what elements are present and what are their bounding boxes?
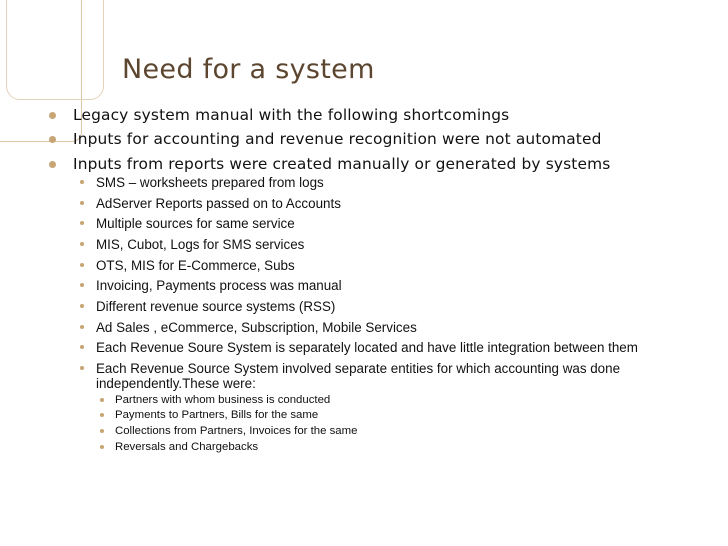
- sub-bullet-dot-icon: [80, 304, 84, 308]
- sub-bullet-item: [96, 361, 620, 391]
- sub-bullet-dot-icon: [80, 221, 84, 225]
- sub-bullet-dot-icon: [80, 325, 84, 329]
- sub-bullet-text: Each Revenue Soure System is separately located and have little integration between them: [96, 340, 638, 355]
- bullet-text: Legacy system manual with the following shortcomings: [73, 106, 510, 124]
- sub-bullet-dot-icon: [80, 283, 84, 287]
- bullet-item: [73, 106, 509, 124]
- sub-sub-bullet-text: Reversals and Chargebacks: [115, 441, 259, 453]
- sub-bullet-item: [96, 320, 417, 335]
- sub-bullet-text-line1: Each Revenue Source System involved separate entities for which accounting was done: [96, 361, 621, 376]
- sub-sub-bullet-item: [115, 425, 357, 437]
- sub-bullet-text: SMS – worksheets prepared from logs: [96, 175, 324, 190]
- sub-bullet-item: [96, 299, 335, 314]
- sub-sub-bullet-item: [115, 394, 330, 406]
- sub-bullet-item: [96, 196, 341, 211]
- sub-bullet-text: OTS, MIS for E-Commerce, Subs: [96, 258, 295, 273]
- sub-sub-bullet-dot-icon: [100, 398, 104, 402]
- sub-bullet-item: [96, 258, 295, 273]
- sub-bullet-dot-icon: [80, 263, 84, 267]
- sub-bullet-text: Different revenue source systems (RSS): [96, 299, 336, 314]
- sub-sub-bullet-text: Payments to Partners, Bills for the same: [115, 409, 319, 421]
- sub-bullet-text-line2: independently.These were:: [96, 376, 256, 391]
- sub-sub-bullet-dot-icon: [100, 445, 104, 449]
- sub-bullet-dot-icon: [80, 242, 84, 246]
- bullet-dot-icon: [49, 136, 56, 143]
- sub-bullet-item: [96, 278, 342, 293]
- sub-bullet-item: [96, 175, 324, 190]
- sub-bullet-item: [96, 340, 638, 355]
- sub-bullet-text: Invoicing, Payments process was manual: [96, 278, 342, 293]
- sub-sub-bullet-item: [115, 441, 258, 453]
- bullet-item: [73, 155, 610, 173]
- sub-bullet-dot-icon: [80, 201, 84, 205]
- sub-sub-bullet-item: [115, 409, 318, 421]
- sub-bullet-text: AdServer Reports passed on to Accounts: [96, 196, 341, 211]
- sub-bullet-dot-icon: [80, 345, 84, 349]
- sub-sub-bullet-text: Collections from Partners, Invoices for the same: [115, 425, 358, 437]
- sub-bullet-text: Multiple sources for same service: [96, 216, 295, 231]
- sub-sub-bullet-dot-icon: [100, 413, 104, 417]
- sub-bullet-item: [96, 216, 295, 231]
- sub-bullet-text: MIS, Cubot, Logs for SMS services: [96, 237, 305, 252]
- bullet-item: [73, 130, 602, 148]
- sub-bullet-dot-icon: [80, 366, 84, 370]
- sub-sub-bullet-dot-icon: [100, 429, 104, 433]
- sub-bullet-item: [96, 237, 304, 252]
- bullet-text: Inputs from reports were created manually or generated by systems: [73, 155, 611, 173]
- bullet-text: Inputs for accounting and revenue recognition were not automated: [73, 130, 602, 148]
- sub-bullet-dot-icon: [80, 180, 84, 184]
- bullet-dot-icon: [49, 161, 56, 168]
- sub-bullet-text: Ad Sales , eCommerce, Subscription, Mobile Services: [96, 320, 417, 335]
- sub-sub-bullet-text: Partners with whom business is conducted: [115, 394, 331, 406]
- bullet-dot-icon: [49, 112, 56, 119]
- slide-title: Need for a system: [122, 54, 375, 85]
